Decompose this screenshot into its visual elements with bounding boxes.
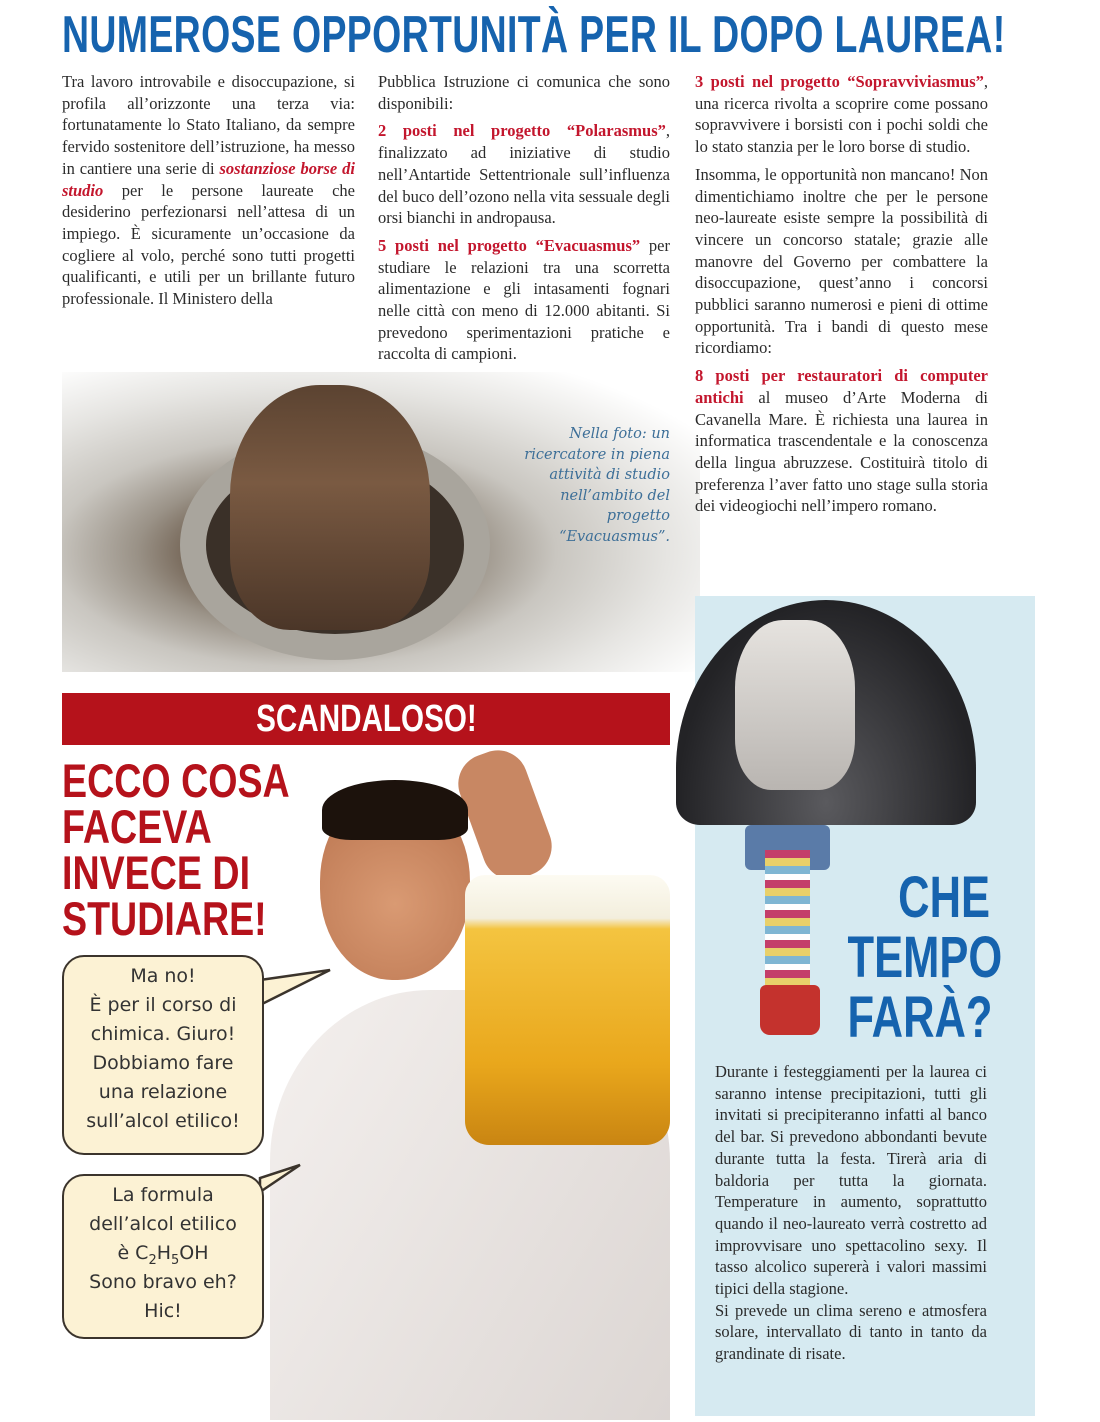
weather-text [715,1061,987,1365]
polarasmus-text: , finalizzato ad iniziative di studio nell’Antartide Settentrionale sull’influenza del buco dell’ozono nella vita sessuale degli orsi bianchi in andropausa. [378,121,670,228]
beer-mug-image [465,875,670,1145]
formula-part: OH [179,1242,209,1264]
scandal-title-line: STUDIARE! [62,892,267,945]
man-hair-image [322,780,468,840]
scandal-title-line: FACEVA [62,800,212,853]
formula-part: H [156,1242,172,1264]
article-column-1 [62,71,355,316]
restauratori-lead: 8 posti per restauratori di computer antichi [695,366,988,407]
bubble-line: dell’alcol etilico [89,1213,237,1235]
col1-highlight: sostanziose borse di studio [62,158,355,200]
col2-intro: Pubblica Istruzione ci comunica che sono disponibili: [378,72,670,113]
bubble-line: Hic! [144,1300,182,1322]
sopravviviasmus-lead: 3 posti nel progetto “Sopravviviasmus” [695,72,984,91]
scandal-banner-text: SCANDALOSO! [255,698,477,740]
bubble-line: Ma no! [130,965,196,987]
speech-bubble-2 [62,1174,264,1339]
speech-bubble-tails [255,960,335,1200]
col1-text: Tra lavoro introvabile e disoccupazione, si profila all’orizzonte una terza via: fortunatamente lo Stato Italiano, da sempre fervido sostenitore dell’istruzione, ha messo in cantiere una serie di [62,72,355,178]
scandal-title [62,754,290,945]
weather-title-line: TEMPO [847,925,1003,990]
bubble-line: Sono bravo eh? [89,1271,237,1293]
speech-bubble-1 [62,955,264,1155]
formula-part: è C [117,1242,149,1264]
bubble-line: La formula [112,1184,214,1206]
evacuasmus-text: per studiare le relazioni tra una scorretta alimentazione e gli intasamenti fognari nelle città con meno di 12.000 abitanti. Si prevedono sperimentazioni pratiche e raccolta di campioni. [378,235,670,364]
weather-paragraph: Durante i festeggiamenti per la laurea ci saranno intense precipitazioni, tutti gli invitati si precipiteranno infatti al banco del bar. Si prevedono abbondanti bevute durante tutta la festa. Tirerà aria di baldoria per tutta la giornata. Temperature in aumento, soprattutto quando il neo-laureato verrà costretto ad improvvisare uno spettacolino sexy. Il tasso alcolico supererà i valori massimi tipici della stagione. [715,1062,987,1299]
weather-title-line: CHE [898,865,990,930]
sopravviviasmus-text: , una ricerca rivolta a scoprire come possano sopravvivere i borsisti con i pochi soldi che lo stato stanzia per le loro borse di studio. [695,72,988,157]
scandal-title-line: ECCO COSA [62,754,290,807]
polarasmus-lead: 2 posti nel progetto “Polarasmus” [378,121,666,141]
bubble-line: chimica. Giuro! [90,1023,236,1045]
col3-paragraph: Insomma, le opportunità non mancano! Non dimentichiamo inoltre che per le persone neo-laureate esiste sempre la possibilità di vincere un concorso statale; grazie alle manovre del Governo per combattere la disoccupazione, quest’anno i concorsi pubblici saranno numerosi e pieni di ottime opportunità. Tra i bandi di questo mese ricordiamo: [695,164,988,358]
chemical-formula [64,1239,262,1268]
article-column-2 [378,71,670,371]
evacuasmus-lead: 5 posti nel progetto “Evacuasmus” [378,235,641,255]
page-headline: NUMEROSE OPPORTUNITÀ PER IL DOPO LAUREA! [62,6,1006,64]
scandal-title-line: INVECE DI [62,846,251,899]
formula-subscript: 5 [171,1252,180,1268]
restauratori-text: al museo d’Arte Moderna di Cavanella Mare. È richiesta una laurea in informatica trascendentale e la conoscenza della lingua abruzzese. Costituirà titolo di preferenza l’aver fatto uno stage sulla storia dei videogiochi nell’impero romano. [695,387,988,516]
article-column-3 [695,71,988,523]
hand-print-image [735,620,855,790]
bubble-line: sull’alcol etilico! [86,1110,240,1132]
weather-title-line: FARÀ? [847,985,993,1050]
man-in-manhole-image [230,385,430,630]
scandal-banner-label [62,693,670,745]
weather-title [800,865,1003,1050]
weather-paragraph: Si prevede un clima sereno e atmosfera solare, intervallato di tanto in tanto da grandinate di risate. [715,1300,987,1364]
col1-text-end: per le persone laureate che desiderino perfezionarsi nell’attesa di un impiego. È sicuramente un’occasione da cogliere al volo, perché sono tutti progetti qualificanti, e utili per un brillante futuro professionale. Il Ministero della [62,180,355,309]
bubble-line: È per il corso di [89,994,237,1016]
bubble-line: una relazione [98,1081,228,1103]
bubble-line: Dobbiamo fare [92,1052,234,1074]
photo-caption: Nella foto: un ricercatore in piena attività di studio nell’ambito del progetto “Evacuasmus”. [524,426,670,545]
bubble1-tail [260,970,330,1005]
formula-subscript: 2 [148,1252,157,1268]
bubble2-tail [260,1165,300,1192]
